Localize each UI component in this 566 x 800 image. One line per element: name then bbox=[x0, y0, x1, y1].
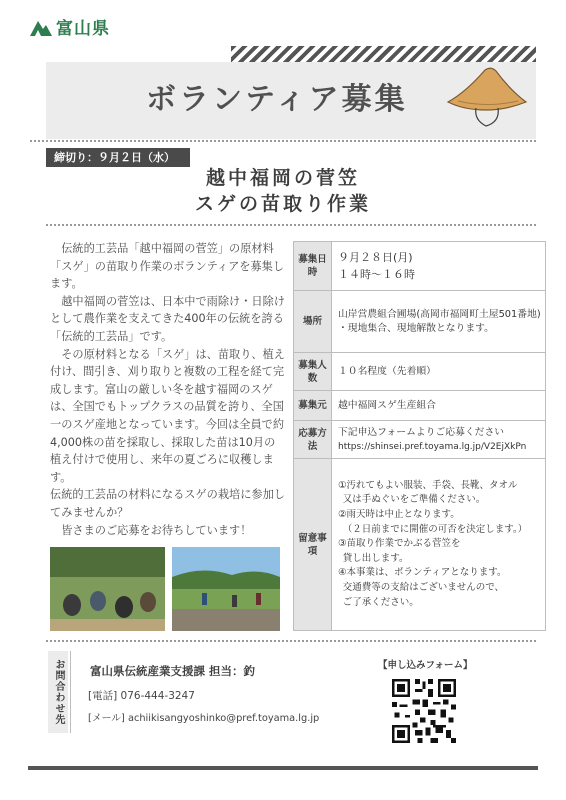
subtitle-line-2: スゲの苗取り作業 bbox=[194, 193, 371, 215]
note-item: 又は手ぬぐいをご準備ください。 bbox=[342, 494, 486, 506]
event-place-note: ・現地集合、現地解散となります。 bbox=[338, 322, 494, 334]
sugegasa-hat-icon bbox=[446, 64, 528, 128]
info-row-capacity bbox=[294, 353, 545, 391]
event-subtitle bbox=[0, 165, 566, 217]
info-row-notes bbox=[294, 459, 545, 630]
qr-code-icon[interactable] bbox=[392, 679, 456, 743]
event-place: 山岸営農組合圃場(高岡市福岡町土屋501番地) bbox=[338, 308, 541, 320]
event-capacity: １０名程度（先着順） bbox=[338, 365, 436, 377]
notes-list bbox=[338, 459, 541, 630]
info-row-date bbox=[294, 242, 545, 291]
subtitle-line-1: 越中福岡の菅笠 bbox=[205, 167, 360, 189]
note-item: （２日前までに開催の可否を決定します。） bbox=[342, 523, 528, 535]
info-value bbox=[338, 242, 541, 290]
info-label: 応募方法 bbox=[294, 421, 332, 458]
note-item: 交通費等の支給はございませんので、 bbox=[342, 581, 505, 593]
info-label: 留意事項 bbox=[294, 459, 332, 630]
info-value bbox=[338, 353, 541, 390]
intro-paragraph: 伝統的工芸品「越中福岡の菅笠」の原材料「スゲ」の苗取り作業のボランティアを募集します。 bbox=[50, 242, 285, 291]
note-item: ご了承ください。 bbox=[342, 596, 419, 608]
info-label: 場所 bbox=[294, 291, 332, 352]
contact-organization: 富山県伝統産業支援課 担当：釣 bbox=[90, 664, 256, 678]
hero-banner bbox=[46, 62, 536, 139]
info-row-apply bbox=[294, 421, 545, 459]
note-item: ①汚れてもよい服装、手袋、長靴、タオル bbox=[338, 479, 518, 491]
event-time: １４時～１６時 bbox=[338, 268, 415, 281]
note-item: ④本事業は、ボランティアとなります。 bbox=[338, 567, 507, 579]
info-value bbox=[338, 391, 541, 420]
info-value bbox=[338, 421, 541, 458]
deadline-badge: 締切り：９月２日（水） bbox=[46, 148, 190, 167]
apply-url-link[interactable]: https://shinsei.pref.toyama.lg.jp/V2EjXkPn bbox=[338, 441, 527, 452]
page-title: ボランティア募集 bbox=[146, 82, 408, 117]
event-info-table bbox=[293, 241, 546, 631]
contact-phone: [電話] 076-444-3247 bbox=[88, 690, 195, 702]
info-row-organizer bbox=[294, 391, 545, 421]
apply-instruction: 下記申込フォームよりご応募ください bbox=[338, 426, 505, 438]
field-work-photo bbox=[50, 547, 165, 631]
field-landscape-photo bbox=[172, 547, 280, 631]
contact-email: [メール] achiikisangyoshinko@pref.toyama.lg.jp bbox=[88, 713, 320, 724]
footer-bar bbox=[28, 766, 538, 770]
contact-tag: お問合わせ先 bbox=[48, 651, 68, 733]
divider-mid bbox=[46, 224, 536, 226]
intro-text bbox=[50, 240, 286, 539]
decorative-stripe bbox=[231, 46, 536, 62]
note-item: 貸し出します。 bbox=[342, 552, 409, 564]
info-label: 募集日時 bbox=[294, 242, 332, 290]
event-date: ９月２８日(月) bbox=[338, 251, 413, 264]
toyama-mountain-logo-icon bbox=[30, 18, 52, 36]
intro-paragraph: その原材料となる「スゲ」は、苗取り、植え付け、間引き、刈り取りと複数の工程を経て完成します。富山の厳しい冬を越す福岡のスゲは、全国でもトップクラスの品質を誇り、全国一のスゲ産地となっています。今回は全員で約4,000株の苗を採取し、採取した苗は10月の植え付けで使用し、来年の夏ごろに収穫します。 bbox=[50, 347, 285, 484]
info-row-place bbox=[294, 291, 545, 353]
event-organizer: 越中福岡スゲ生産組合 bbox=[338, 399, 436, 411]
intro-paragraph: 伝統的工芸品の材料になるスゲの栽培に参加してみませんか？ bbox=[50, 488, 285, 519]
intro-paragraph: 皆さまのご応募をお待ちしています！ bbox=[61, 523, 252, 537]
application-form-label: 【申し込みフォーム】 bbox=[378, 660, 473, 671]
divider-top bbox=[30, 140, 536, 142]
contact-divider bbox=[70, 651, 71, 733]
prefecture-name: 富山県 bbox=[56, 19, 110, 39]
info-label: 募集人数 bbox=[294, 353, 332, 390]
prefecture-logo bbox=[30, 14, 110, 39]
divider-bottom bbox=[46, 640, 536, 642]
intro-paragraph: 越中福岡の菅笠は、日本中で雨除け・日除けとして農作業を支えてきた400年の伝統を誇る「伝統的工芸品」です。 bbox=[50, 294, 285, 343]
note-item: ②雨天時は中止となります。 bbox=[338, 509, 460, 521]
info-label: 募集元 bbox=[294, 391, 332, 420]
info-value bbox=[338, 291, 541, 352]
note-item: ③苗取り作業でかぶる菅笠を bbox=[338, 538, 461, 550]
